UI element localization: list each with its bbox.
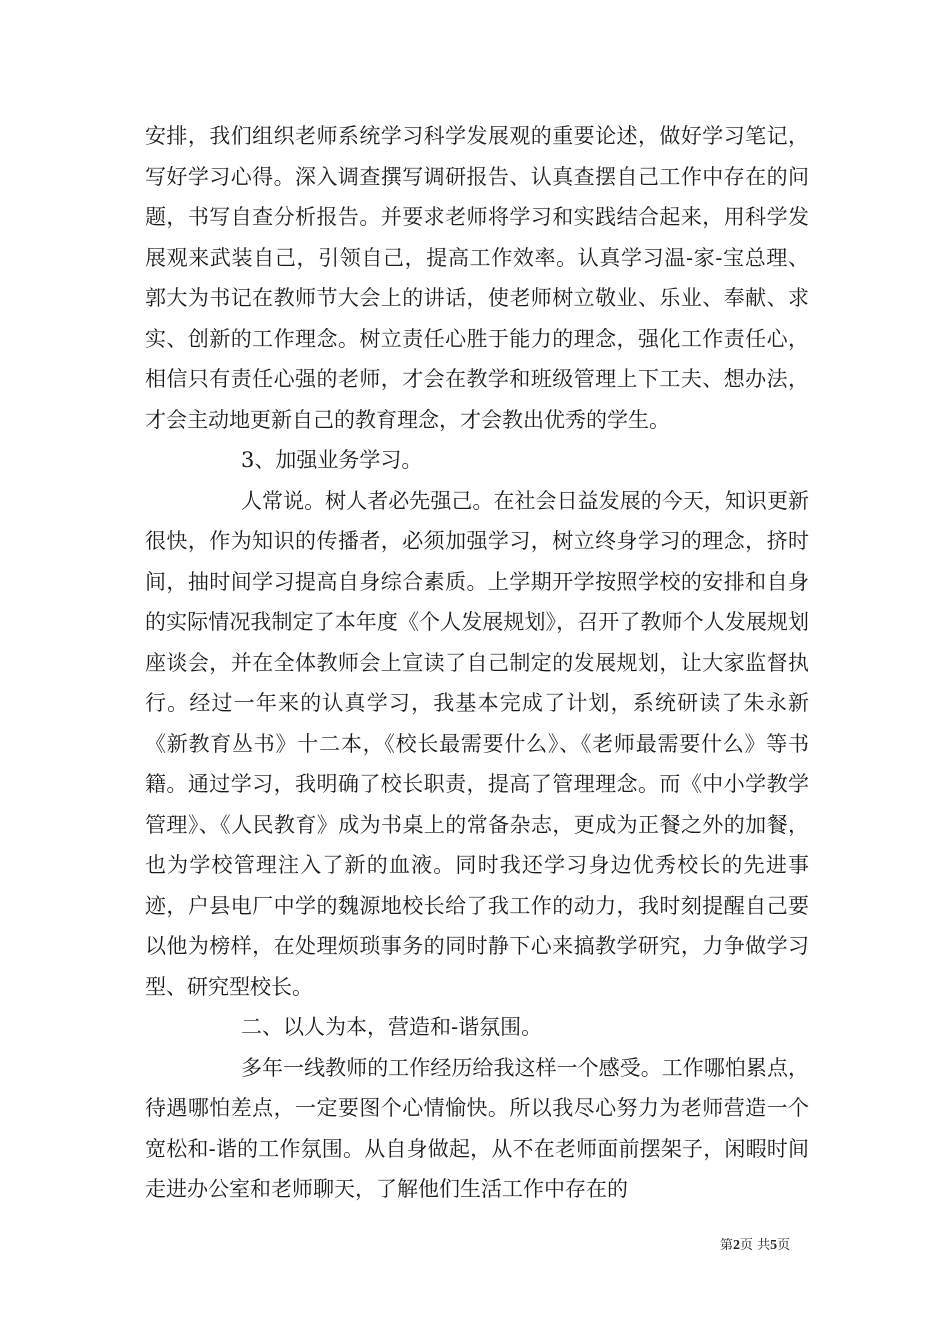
heading-business-study: 3、加强业务学习。 bbox=[241, 448, 423, 472]
paragraph-work-atmosphere: 多年一线教师的工作经历给我这样一个感受。工作哪怕累点，待遇哪怕差点，一定要图个心情愉快。所以我尽心努力为老师营造一个宽松和-谐的工作氛围。从自身做起，从不在老师面前摆架子，闲暇时间走进办公室和老师聊天，了解他们生活工作中存在的 bbox=[145, 1055, 809, 1201]
paragraph-study-arrangement: 安排，我们组织老师系统学习科学发展观的重要论述，做好学习笔记，写好学习心得。深入调查撰写调研报告、认真查摆自己工作中存在的问题，书写自查分析报告。并要求老师将学习和实践结合起来，用科学发展观来武装自己，引领自己，提高工作效率。认真学习温-家-宝总理、郭大为书记在教师节大会上的讲话，使老师树立敬业、乐业、奉献、求实、创新的工作理念。树立责任心胜于能力的理念，强化工作责任心，相信只有责任心强的老师，才会在教学和班级管理上下工夫、想办法，才会主动地更新自己的教育理念，才会教出优秀的学生。 bbox=[145, 124, 809, 432]
page-number-footer bbox=[720, 1234, 820, 1254]
paragraph-self-improvement: 人常说。树人者必先强己。在社会日益发展的今天，知识更新很快，作为知识的传播者，必须加强学习，树立终身学习的理念，挤时间，抽时间学习提高自身综合素质。上学期开学按照学校的安排和自身的实际情况我制定了本年度《个人发展规划》，召开了教师个人发展规划座谈会，并在全体教师会上宣读了自己制定的发展规划，让大家监督执行。经过一年来的认真学习，我基本完成了计划，系统研读了朱永新《新教育丛书》十二本，《校长最需要什么》、《老师最需要什么》等书籍。通过学习，我明确了校长职责，提高了管理理念。而《中小学教学管理》、《人民教育》成为书桌上的常备杂志，更成为正餐之外的加餐，也为学校管理注入了新的血液。同时我还学习身边优秀校长的先进事迹，户县电厂中学的魏源地校长给了我工作的动力，我时刻提醒自己要以他为榜样，在处理烦琐事务的同时静下心来搞教学研究，力争做学习型、研究型校长。 bbox=[145, 488, 809, 999]
page-number-prefix: 第 bbox=[720, 1238, 734, 1253]
total-page-number: 5 bbox=[770, 1238, 778, 1253]
heading-people-oriented: 二、以人为本，营造和-谐氛围。 bbox=[241, 1015, 543, 1039]
current-page-number: 2 bbox=[733, 1238, 741, 1253]
page-number-middle: 页 共 bbox=[740, 1238, 771, 1253]
body-text bbox=[145, 116, 809, 1210]
page-number-suffix: 页 bbox=[777, 1238, 791, 1253]
